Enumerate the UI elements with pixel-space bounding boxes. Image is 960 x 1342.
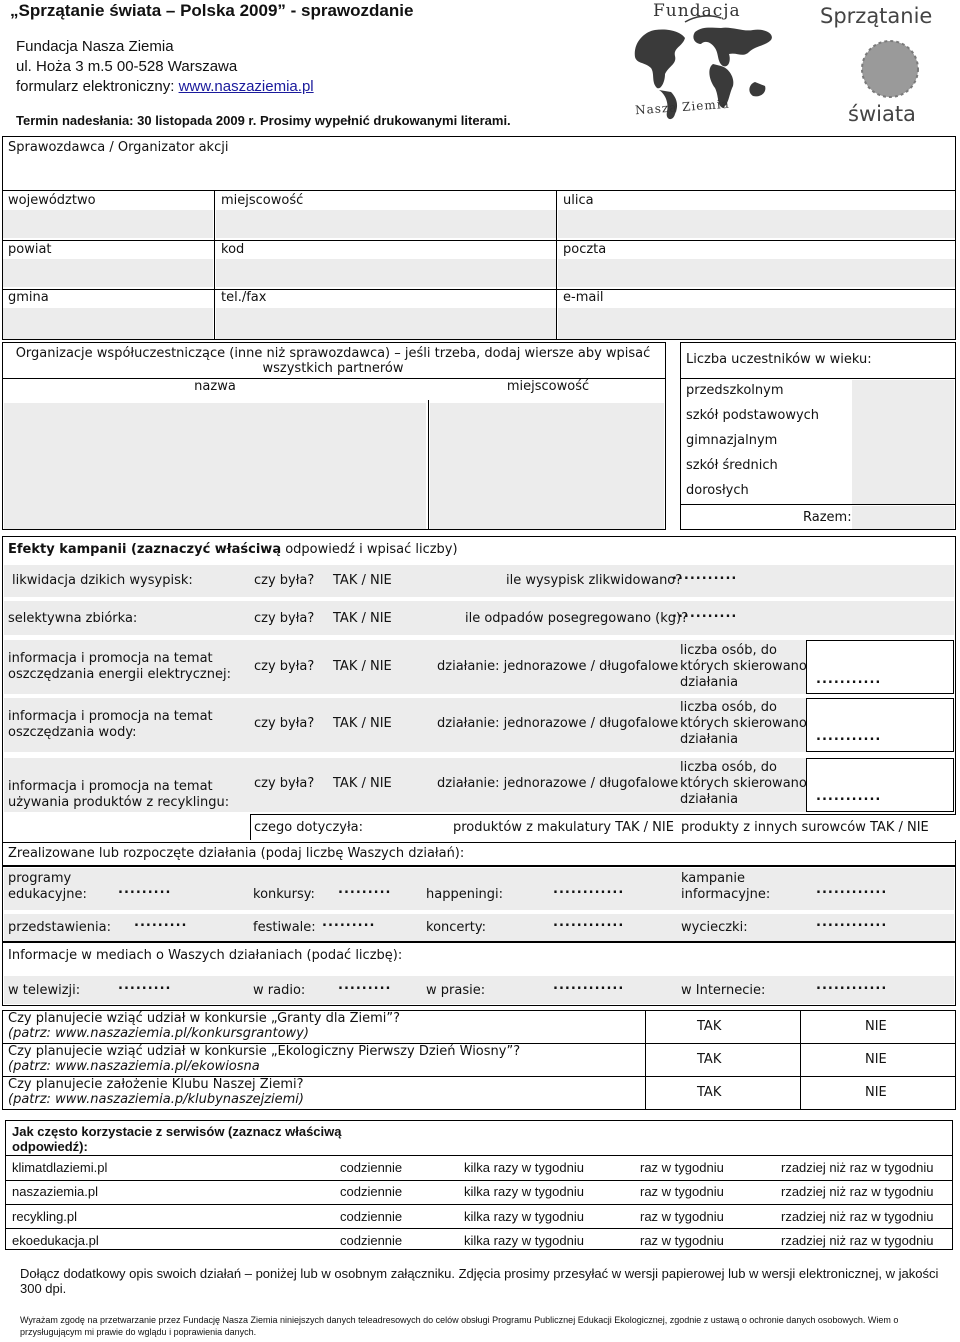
service-site-4: ekoedukacja.pl <box>12 1233 99 1248</box>
festivals-label: festiwale: <box>253 920 316 935</box>
energy-people-2: których skierowano <box>680 659 807 674</box>
service-2-rarely[interactable]: rzadziej niż raz w tygodniu <box>781 1184 934 1199</box>
media-heading: Informacje w mediach o Waszych działaniach (podać liczbę): <box>8 948 403 963</box>
ulica-label: ulica <box>563 193 594 208</box>
recycled-people-3: działania <box>680 792 739 807</box>
form-label: formularz elektroniczny: <box>16 78 179 95</box>
tel-label: tel./fax <box>221 290 267 305</box>
campaigns-label-1: kampanie <box>681 871 745 886</box>
media-tv-value[interactable]: ......... <box>118 978 172 993</box>
recycled-people-value: ........... <box>816 789 882 804</box>
concerts-label: koncerty: <box>426 920 486 935</box>
service-4-several[interactable]: kilka razy w tygodniu <box>464 1233 584 1248</box>
plan2-question: Czy planujecie wziąć udział w konkursie „Ekologiczny Pierwszy Dzień Wiosny”? <box>8 1044 521 1059</box>
energy-label-1: informacja i promocja na temat <box>8 651 213 666</box>
media-press-value[interactable]: ............ <box>553 978 625 993</box>
org-name: Fundacja Nasza Ziemia <box>16 38 174 55</box>
water-people-3: działania <box>680 732 739 747</box>
effects-heading-bold: Efekty kampanii (zaznaczyć właściwą <box>8 542 282 557</box>
campaigns-label-2: informacyjne: <box>681 887 771 902</box>
media-radio-label: w radio: <box>253 983 306 998</box>
effect-dumps-question: ile wysypisk zlikwidowano? <box>506 573 683 588</box>
org-address: ul. Hoża 3 m.5 00-528 Warszawa <box>16 58 238 75</box>
recycled-action[interactable]: działanie: jednorazowe / długofalowe <box>437 776 679 791</box>
media-press-label: w prasie: <box>426 983 486 998</box>
water-label-1: informacja i promocja na temat <box>8 709 213 724</box>
globe-icon <box>857 36 923 102</box>
attach-note: Dołącz dodatkowy opis swoich działań – poniżej lub w osobnym załączniku. Zdjęcia prosimy przesyłać w wersji papierowej lub w wersji elektronicznej, w jakości 300 dpi. <box>20 1266 939 1296</box>
energy-people-value: ........... <box>816 672 882 687</box>
miejscowosc-input[interactable] <box>216 210 556 238</box>
consent-note: Wyrażam zgodę na przetwarzanie przez Fundację Nasza Ziemia niniejszych danych teleadresowych do celów obsługi Programu Publicznej Edukacji Ekologicznej, zgodnie z ustawą o ochronie danych osobowych. Wiem o przysługującym mi prawie do wglądu i poprawienia danych. <box>20 1315 899 1337</box>
trips-label: wycieczki: <box>681 920 748 935</box>
effect-dumps-label: likwidacja dzikich wysypisk: <box>12 573 193 588</box>
trips-value[interactable]: ............ <box>816 915 888 930</box>
plan3-question: Czy planujecie założenie Klubu Naszej Ziemi? <box>8 1077 304 1092</box>
recycled-people-2: których skierowano <box>680 776 807 791</box>
service-2-weekly[interactable]: raz w tygodniu <box>640 1184 724 1199</box>
divider <box>5 1155 953 1156</box>
participants-total-input[interactable] <box>852 506 954 529</box>
poczta-input[interactable] <box>558 259 955 287</box>
gmina-label: gmina <box>8 290 49 305</box>
media-internet-value[interactable]: ............ <box>816 978 888 993</box>
sprzatanie-logo-top: Sprzątanie <box>820 4 933 28</box>
plan2-yes[interactable]: TAK <box>697 1052 722 1067</box>
divider <box>2 289 956 290</box>
recycled-people-1: liczba osób, do <box>680 760 777 775</box>
media-radio-value[interactable]: ......... <box>338 978 392 993</box>
divider <box>2 842 956 843</box>
email-input[interactable] <box>558 308 955 339</box>
actions-heading: Zrealizowane lub rozpoczęte działania (podaj liczbę Waszych działań): <box>8 846 465 861</box>
powiat-input[interactable] <box>3 259 213 287</box>
energy-people-1: liczba osób, do <box>680 643 777 658</box>
plan3-note: (patrz: www.naszaziemia.p/klubynaszejziemi) <box>8 1092 304 1107</box>
plan1-question: Czy planujecie wziąć udział w konkursie „Granty dla Ziemi”? <box>8 1011 401 1026</box>
contests-value[interactable]: ......... <box>338 882 392 897</box>
programs-label-2: edukacyjne: <box>8 887 87 902</box>
wojewodztwo-input[interactable] <box>3 210 213 238</box>
plan3-no[interactable]: NIE <box>865 1085 887 1100</box>
effect-dumps-yesno[interactable]: TAK / NIE <box>333 573 392 588</box>
participants-total-label: Razem: <box>803 510 852 525</box>
service-2-several[interactable]: kilka razy w tygodniu <box>464 1184 584 1199</box>
shows-value[interactable]: ......... <box>134 915 188 930</box>
plan2-no[interactable]: NIE <box>865 1052 887 1067</box>
plan1-note: (patrz: www.naszaziemia.pl/konkursgrantowy) <box>8 1026 309 1041</box>
energy-yesno[interactable]: TAK / NIE <box>333 659 392 674</box>
contests-label: konkursy: <box>253 887 315 902</box>
service-1-weekly[interactable]: raz w tygodniu <box>640 1160 724 1175</box>
plan1-yes[interactable]: TAK <box>697 1019 722 1034</box>
divider <box>645 1010 646 1110</box>
effect-dumps-was: czy była? <box>254 573 315 588</box>
ulica-input[interactable] <box>558 210 955 238</box>
participants-count-input[interactable] <box>852 380 954 505</box>
service-3-several[interactable]: kilka razy w tygodniu <box>464 1209 584 1224</box>
kod-input[interactable] <box>216 259 556 287</box>
service-4-weekly[interactable]: raz w tygodniu <box>640 1233 724 1248</box>
deadline-note: Termin nadesłania: 30 listopada 2009 r. Prosimy wypełnić drukowanymi literami. <box>16 113 511 128</box>
water-people-value: ........... <box>816 729 882 744</box>
service-4-rarely[interactable]: rzadziej niż raz w tygodniu <box>781 1233 934 1248</box>
effect-sorting-was: czy była? <box>254 611 315 626</box>
plan1-no[interactable]: NIE <box>865 1019 887 1034</box>
fundacja-logo-bottom: Nasza Ziemia <box>634 96 731 118</box>
service-site-1: klimatdlaziemi.pl <box>12 1160 108 1175</box>
partners-heading-2: wszystkich partnerów <box>262 361 404 376</box>
divider <box>214 190 215 340</box>
tel-input[interactable] <box>216 308 556 339</box>
services-heading-2: odpowiedź): <box>12 1139 88 1154</box>
fundacja-logo <box>625 2 790 127</box>
partners-heading: Organizacje współuczestniczące (inne niż sprawozdawca) – jeśli trzeba, dodaj wiersze aby wpisać <box>15 346 651 361</box>
divider <box>556 190 557 340</box>
service-2-daily[interactable]: codziennie <box>340 1184 403 1199</box>
plan3-yes[interactable]: TAK <box>697 1085 722 1100</box>
participants-primary: szkół podstawowych <box>686 408 820 423</box>
recycled-was: czy była? <box>254 776 315 791</box>
recycled-label-2: używania produktów z recyklingu: <box>8 795 230 810</box>
sprzatanie-logo-bottom: świata <box>848 102 916 126</box>
powiat-label: powiat <box>8 242 52 257</box>
concerts-value[interactable]: ............ <box>553 915 625 930</box>
programs-label-1: programy <box>8 871 72 886</box>
festivals-value[interactable]: ......... <box>322 915 376 930</box>
service-1-daily[interactable]: codziennie <box>340 1160 403 1175</box>
media-tv-label: w telewizji: <box>8 983 81 998</box>
water-action[interactable]: działanie: jednorazowe / długofalowe <box>437 716 679 731</box>
effects-heading-rest: odpowiedź i wpisać liczby) <box>281 542 458 557</box>
partners-col-place: miejscowość <box>506 379 590 394</box>
email-label: e-mail <box>563 290 604 305</box>
wojewodztwo-label: województwo <box>8 193 96 208</box>
recycled-label-1: informacja i promocja na temat <box>8 779 213 794</box>
effects-heading <box>8 542 458 557</box>
happenings-value[interactable]: ............ <box>553 882 625 897</box>
services-heading-1: Jak często korzystacie z serwisów (zaznacz właściwą <box>12 1124 342 1139</box>
service-4-daily[interactable]: codziennie <box>340 1233 403 1248</box>
water-yesno[interactable]: TAK / NIE <box>333 716 392 731</box>
effect-sorting-answer[interactable]: ........... <box>672 606 738 621</box>
campaigns-value[interactable]: ............ <box>816 882 888 897</box>
partners-col-name: nazwa <box>194 379 236 394</box>
energy-people-3: działania <box>680 675 739 690</box>
participants-gymnasium: gimnazjalnym <box>686 433 778 448</box>
concerned-label: czego dotyczyła: <box>254 820 364 835</box>
water-label-2: oszczędzania wody: <box>8 725 137 740</box>
energy-action[interactable]: działanie: jednorazowe / długofalowe <box>437 659 679 674</box>
divider <box>680 378 956 379</box>
effect-dumps-answer[interactable]: ........... <box>672 568 738 583</box>
service-site-2: naszaziemia.pl <box>12 1184 98 1199</box>
shows-label: przedstawienia: <box>8 920 111 935</box>
plan2-note: (patrz: www.naszaziemia.pl/ekowiosna <box>8 1059 260 1074</box>
form-link[interactable]: www.naszaziemia.pl <box>178 78 314 95</box>
reporter-label: Sprawozdawca / Organizator akcji <box>8 140 229 155</box>
participants-secondary: szkół średnich <box>686 458 778 473</box>
concerned-other[interactable]: produkty z innych surowców TAK / NIE <box>681 820 929 835</box>
service-1-rarely[interactable]: rzadziej niż raz w tygodniu <box>781 1160 934 1175</box>
programs-value[interactable]: ......... <box>118 882 172 897</box>
document-title: „Sprzątanie świata – Polska 2009” - sprawozdanie <box>10 1 414 20</box>
participants-preschool: przedszkolnym <box>686 383 784 398</box>
service-3-weekly[interactable]: raz w tygodniu <box>640 1209 724 1224</box>
divider <box>428 400 429 530</box>
water-people-1: liczba osób, do <box>680 700 777 715</box>
effect-sorting-label: selektywna zbiórka: <box>8 611 138 626</box>
kod-label: kod <box>221 242 245 257</box>
divider <box>2 240 956 241</box>
service-1-several[interactable]: kilka razy w tygodniu <box>464 1160 584 1175</box>
service-site-3: recykling.pl <box>12 1209 78 1224</box>
participants-heading: Liczba uczestników w wieku: <box>686 352 872 367</box>
recycled-yesno[interactable]: TAK / NIE <box>333 776 392 791</box>
fundacja-logo-top: Fundacja <box>653 1 741 21</box>
energy-was: czy była? <box>254 659 315 674</box>
water-was: czy była? <box>254 716 315 731</box>
poczta-label: poczta <box>563 242 607 257</box>
effect-sorting-question: ile odpadów posegregowano (kg)? <box>465 611 688 626</box>
divider <box>2 190 956 191</box>
divider <box>680 504 956 505</box>
form-line <box>16 78 314 95</box>
energy-label-2: oszczędzania energii elektrycznej: <box>8 667 231 682</box>
sprzatanie-logo <box>812 0 960 130</box>
effect-sorting-yesno[interactable]: TAK / NIE <box>333 611 392 626</box>
partners-name-input[interactable] <box>4 403 426 529</box>
divider <box>5 1204 953 1205</box>
concerned-paper[interactable]: produktów z makulatury TAK / NIE <box>453 820 674 835</box>
divider <box>5 1180 953 1181</box>
miejscowosc-label: miejscowość <box>221 193 304 208</box>
happenings-label: happeningi: <box>426 887 504 902</box>
media-internet-label: w Internecie: <box>681 983 766 998</box>
gmina-input[interactable] <box>3 308 213 339</box>
service-3-rarely[interactable]: rzadziej niż raz w tygodniu <box>781 1209 934 1224</box>
divider <box>800 1010 801 1110</box>
participants-adults: dorosłych <box>686 483 749 498</box>
divider <box>5 1228 953 1229</box>
service-3-daily[interactable]: codziennie <box>340 1209 403 1224</box>
water-people-2: których skierowano <box>680 716 807 731</box>
partners-place-input[interactable] <box>430 403 664 529</box>
